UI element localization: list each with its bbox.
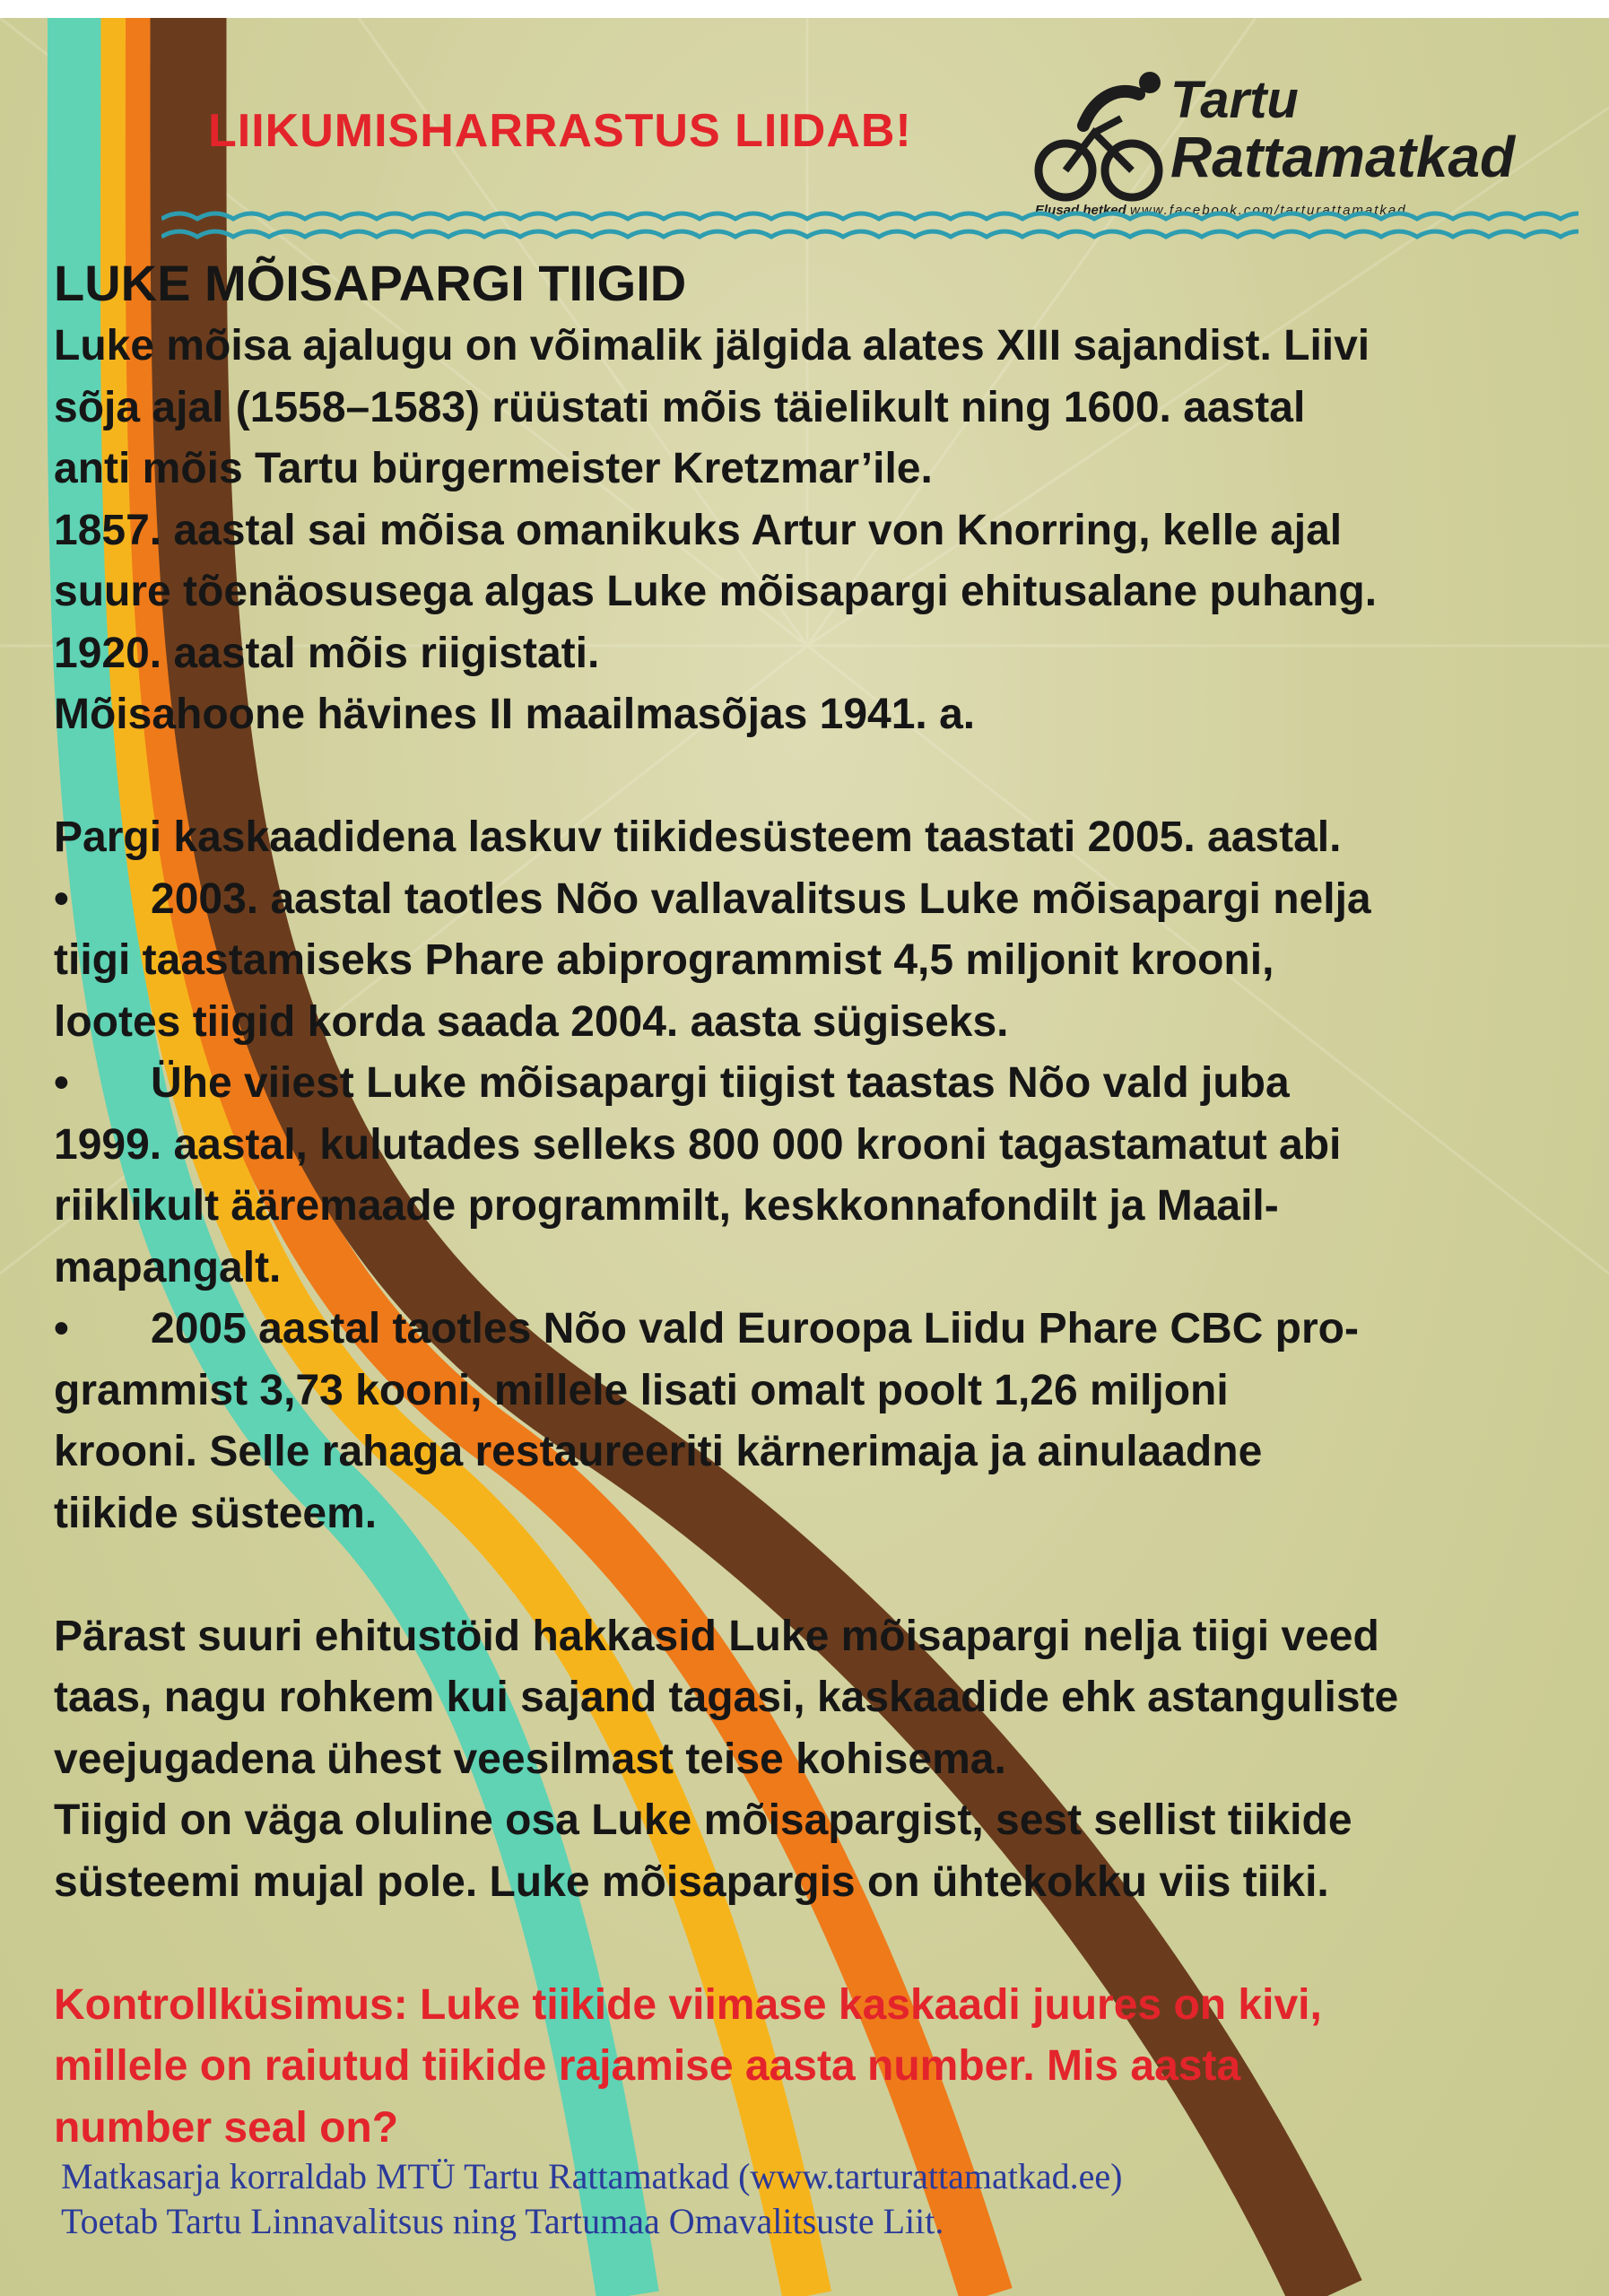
text-line: süsteemi mujal pole. Luke mõisapargis on ühtekokku viis tiiki.: [54, 1857, 1329, 1906]
tartu-rattamatkad-logo: [1031, 54, 1534, 224]
text-line: 1920. aastal mõis riigistati.: [54, 629, 600, 677]
text-line: tiikide süsteem.: [54, 1489, 378, 1537]
logo-line1: Tartu: [1170, 71, 1299, 129]
text-line: grammist 3,73 kooni, millele lisati omalt poolt 1,26 miljoni: [54, 1366, 1229, 1414]
question-line: number seal on?: [54, 2103, 399, 2152]
text-line: suure tõenäosusega algas Luke mõisapargi ehitusalane puhang.: [54, 568, 1378, 615]
text-line: lootes tiigid korda saada 2004. aasta sügiseks.: [54, 997, 1009, 1046]
text-line: Mõisahoone hävines II maailmasõjas 1941. a.: [54, 691, 976, 738]
bullet-symbol: •: [54, 1305, 69, 1352]
text-line: veejugadena ühest veesilmast teise kohisema.: [54, 1735, 1006, 1783]
question-line: millele on raiutud tiikide rajamise aasta number. Mis aasta: [54, 2042, 1241, 2090]
text-line: 2005 aastal taotles Nõo vald Euroopa Liidu Phare CBC pro-: [151, 1305, 1359, 1352]
bullet-item: [54, 1053, 1587, 1115]
text-line: taas, nagu rohkem kui sajand tagasi, kaskaadide ehk astanguliste: [54, 1674, 1399, 1721]
text-line: tiigi taastamiseks Phare abiprogrammist 4,5 miljonit krooni,: [54, 936, 1274, 984]
footer-supporter: Toetab Tartu Linnavalitsus ning Tartumaa Omavalitsuste Liit.: [61, 2201, 944, 2241]
text-line: Tiigid on väga oluline osa Luke mõisapargist, sest sellist tiikide: [54, 1796, 1352, 1844]
text-line: riiklikult ääremaade programmilt, keskkonnafondilt ja Maail-: [54, 1182, 1279, 1230]
text-line: 1857. aastal sai mõisa omanikuks Artur von Knorring, kelle ajal: [54, 506, 1343, 554]
text-line: Pärast suuri ehitustöid hakkasid Luke mõisapargi nelja tiigi veed: [54, 1612, 1379, 1660]
wave-divider: [161, 203, 1579, 249]
bullet-symbol: •: [54, 1059, 69, 1107]
logo-url: www.facebook.com/tarturattamatkad: [1130, 203, 1407, 218]
cyclist-icon: [1031, 63, 1175, 215]
text-line: krooni. Selle rahaga restaureeriti kärnerimaja ja ainulaadne: [54, 1428, 1263, 1475]
text-line: Pargi kaskaadidena laskuv tiikidesüsteem taastati 2005. aastal.: [54, 813, 1342, 861]
logo-tagline: Elusad hetked: [1035, 203, 1126, 218]
bullet-item: [54, 1299, 1587, 1361]
bullet-symbol: •: [54, 874, 69, 923]
footer-organizer: Matkasarja korraldab MTÜ Tartu Rattamatkad (www.tarturattamatkad.ee): [61, 2156, 1123, 2196]
text-line: Ühe viiest Luke mõisapargi tiigist taastas Nõo vald juba: [151, 1059, 1290, 1107]
slogan: LIIKUMISHARRASTUS LIIDAB!: [208, 105, 912, 157]
text-line: anti mõis Tartu bürgermeister Kretzmar’ile.: [54, 445, 933, 492]
article-title: LUKE MÕISAPARGI TIIGID: [54, 255, 687, 311]
question-line: Kontrollküsimus: Luke tiikide viimase kaskaadi juures on kivi,: [54, 1980, 1322, 2029]
text-line: 1999. aastal, kulutades selleks 800 000 krooni tagastamatut abi: [54, 1120, 1342, 1169]
text-line: sõja ajal (1558–1583) rüüstati mõis täielikult ning 1600. aastal: [54, 383, 1306, 431]
article: [54, 251, 1587, 2159]
footer: [61, 2154, 1122, 2244]
text-line: mapangalt.: [54, 1243, 282, 1292]
poster: [0, 18, 1609, 2296]
logo-line2: Rattamatkad: [1170, 125, 1516, 189]
text-line: 2003. aastal taotles Nõo vallavalitsus Luke mõisapargi nelja: [151, 874, 1371, 923]
bullet-item: [54, 869, 1587, 931]
text-line: Luke mõisa ajalugu on võimalik jälgida alates XIII sajandist. Liivi: [54, 322, 1370, 370]
